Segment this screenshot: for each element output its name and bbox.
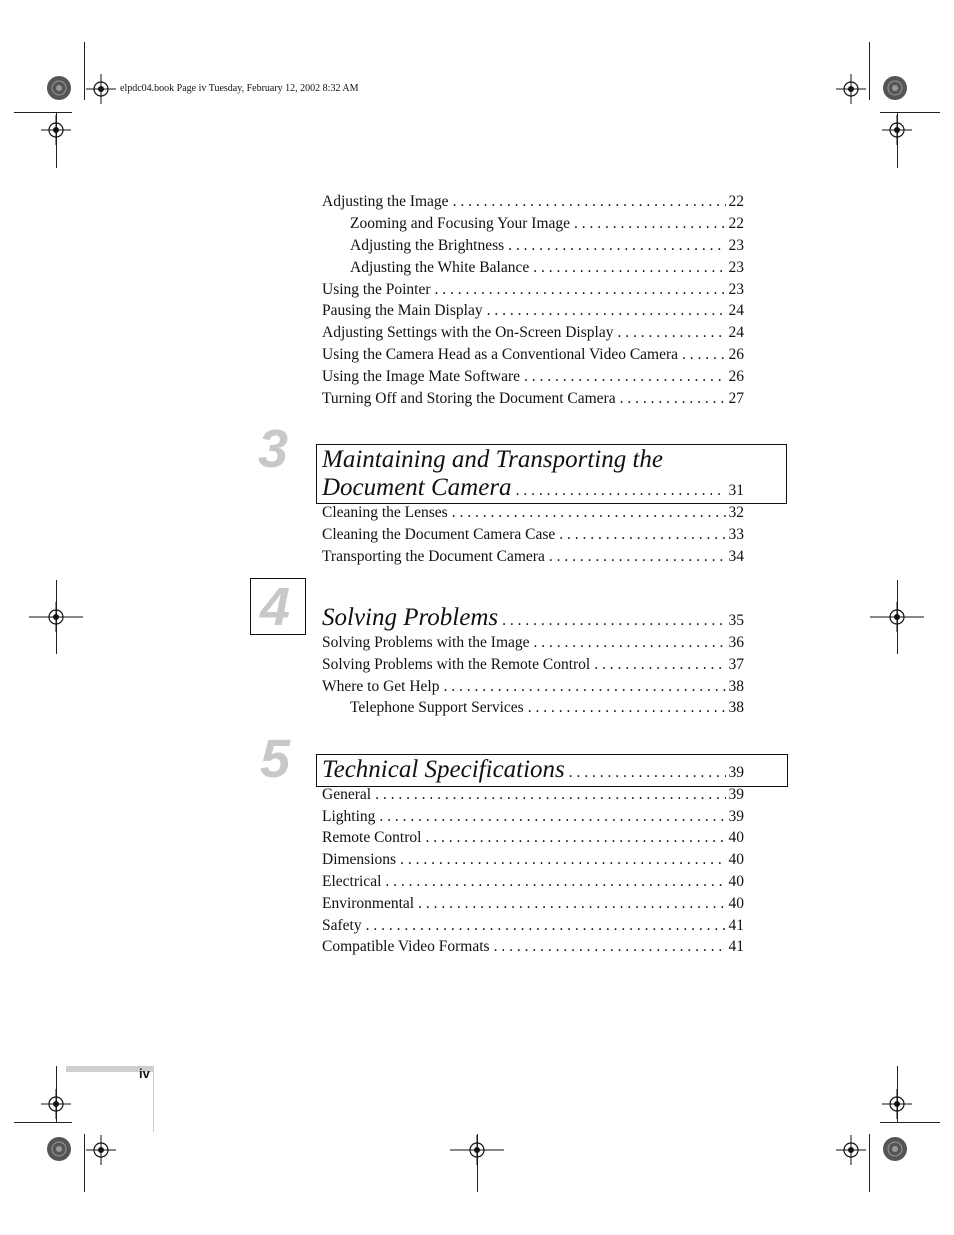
toc-entry[interactable]: Pausing the Main Display . . . 24	[322, 301, 744, 321]
toc-entry[interactable]: Adjusting the Image . . . 22	[322, 192, 744, 212]
toc-entry[interactable]: Safety . . . 41	[322, 916, 744, 936]
chapter-number: 5	[260, 729, 291, 789]
registration-crosshair-icon	[74, 1123, 128, 1177]
toc-entry[interactable]: Solving Problems with the Remote Control . . . 37	[322, 655, 744, 675]
chapter-title[interactable]: Solving Problems . . . 35	[322, 604, 744, 635]
chapter-title-line1[interactable]: Maintaining and Transporting the	[322, 446, 664, 473]
toc-entry[interactable]: Environmental . . . 40	[322, 894, 744, 914]
toc-entry[interactable]: Transporting the Document Camera . . . 34	[322, 547, 744, 567]
toc-entry[interactable]: Cleaning the Document Camera Case . . . 33	[322, 525, 744, 545]
toc-entry[interactable]: Remote Control . . . 40	[322, 828, 744, 848]
registration-crosshair-icon	[29, 103, 83, 157]
toc-entry[interactable]: Cleaning the Lenses . . . 32	[322, 503, 744, 523]
registration-crosshair-icon	[870, 1077, 924, 1131]
chapter-number: 3	[258, 419, 289, 479]
toc-subentry[interactable]: Telephone Support Services . . . 38	[350, 698, 744, 718]
registration-crosshair-icon	[29, 590, 83, 644]
page-number: iv	[139, 1066, 150, 1081]
toc-entry[interactable]: Turning Off and Storing the Document Camera . . . 27	[322, 389, 744, 409]
chapter-title[interactable]: Document Camera . . . 31	[322, 474, 744, 505]
registration-burst-icon	[46, 75, 72, 101]
registration-crosshair-icon	[870, 103, 924, 157]
registration-crosshair-icon	[450, 1123, 504, 1177]
toc-subentry[interactable]: Adjusting the Brightness . . . 23	[350, 236, 744, 256]
registration-burst-icon	[882, 1136, 908, 1162]
toc-entry[interactable]: Where to Get Help . . . 38	[322, 677, 744, 697]
toc-entry[interactable]: Lighting . . . 39	[322, 807, 744, 827]
registration-burst-icon	[882, 75, 908, 101]
toc-entry[interactable]: Compatible Video Formats . . . 41	[322, 937, 744, 957]
toc-entry[interactable]: Using the Camera Head as a Conventional Video Camera . . . 26	[322, 345, 744, 365]
toc-entry[interactable]: Electrical . . . 40	[322, 872, 744, 892]
registration-burst-icon	[46, 1136, 72, 1162]
folio-rule	[153, 1066, 154, 1132]
print-slug: elpdc04.book Page iv Tuesday, February 12, 2002 8:32 AM	[120, 83, 359, 94]
registration-crosshair-icon	[870, 590, 924, 644]
toc-entry[interactable]: Using the Image Mate Software . . . 26	[322, 367, 744, 387]
toc-entry[interactable]: Solving Problems with the Image . . . 36	[322, 633, 744, 653]
chapter-title[interactable]: Technical Specifications . . . 39	[322, 756, 744, 787]
toc-subentry[interactable]: Zooming and Focusing Your Image . . . 22	[350, 214, 744, 234]
registration-crosshair-icon	[824, 1123, 878, 1177]
toc-entry[interactable]: Adjusting Settings with the On-Screen Display . . . 24	[322, 323, 744, 343]
toc-entry[interactable]: Using the Pointer . . . 23	[322, 280, 744, 300]
toc-entry[interactable]: General . . . 39	[322, 785, 744, 805]
toc-entry[interactable]: Dimensions . . . 40	[322, 850, 744, 870]
toc-subentry[interactable]: Adjusting the White Balance . . . 23	[350, 258, 744, 278]
chapter-number: 4	[260, 577, 291, 637]
